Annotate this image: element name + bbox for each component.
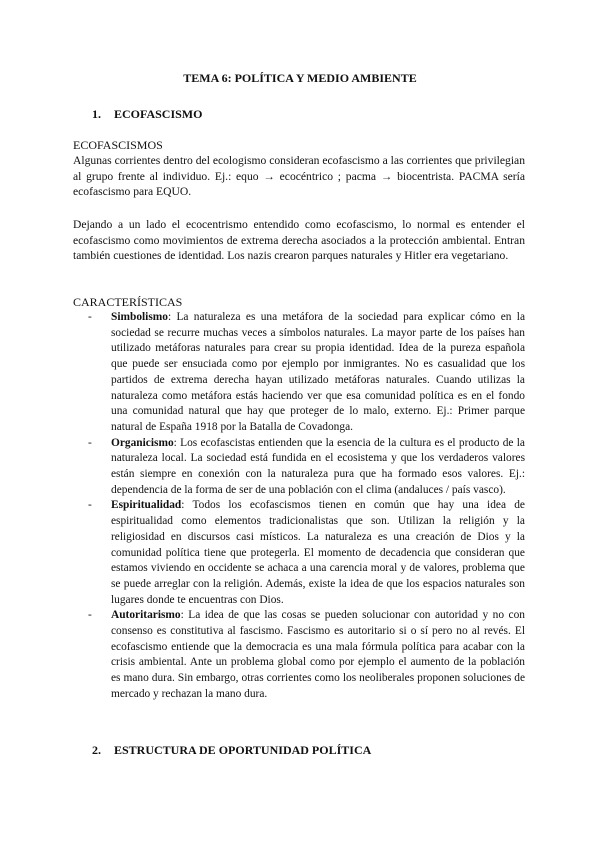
term-simbolismo: Simbolismo	[111, 311, 168, 323]
section-1-number: 1.	[92, 107, 101, 121]
section-2-title: ESTRUCTURA DE OPORTUNIDAD POLÍTICA	[114, 743, 372, 757]
section-1-heading	[92, 107, 202, 122]
term-autoritarismo: Autoritarismo	[111, 609, 181, 622]
text-autoritarismo: : La idea de que las cosas se pueden solucionar con autoridad y no con consenso es constitutiva al fascismo. Fascismo es autoritario si o sí pero no al revés. El ecofascismo entiende que la democracia es una mala fórmula política para acabar con la crisis ambiental. Ante un problema global como por ejemplo el aumento de la población es mano dura. Sin embargo, otras corrientes como los neoliberales proponen soluciones de mercado y rechazan la mano dura.	[111, 609, 525, 700]
paragraph-2: Dejando a un lado el ecocentrismo entendido como ecofascismo, lo normal es entender el ecofascismo como movimientos de extrema derecha asociados a la protección ambiental. Entran también cuestiones de identidad. Los nazis crearon parques naturales y Hitler era vegetariano.	[73, 218, 525, 263]
section-2-number: 2.	[92, 743, 101, 757]
list-item-simbolismo	[73, 310, 525, 436]
list-item-organicismo	[73, 436, 525, 499]
subheading-ecofascismos: ECOFASCISMOS	[73, 138, 163, 152]
term-espiritualidad: Espiritualidad	[111, 499, 182, 512]
list-item-autoritarismo	[73, 608, 525, 702]
text-simbolismo: : La naturaleza es una metáfora de la sociedad para explicar cómo en la sociedad se recurre muchas veces a símbolos naturales. La mayor parte de los países han utilizado metáforas naturales para crear su propia identidad. Idea de la pureza española que puede ser ensuciada como por ejemplo por inmigrantes. No es casualidad que los partidos de extrema derecha hayan utilizado metáforas naturales. Cuando utilizas la naturaleza como metáfora estás haciendo ver que esa comunidad política es en el fondo una comunidad natural que hay que proteger de lo malo, externo. Ej.: Primer parque natural de España 1918 por la Batalla de Covadonga.	[111, 311, 525, 433]
section-2-heading	[92, 743, 371, 758]
bullet-dash: -	[88, 499, 92, 512]
text-organicismo: : Los ecofascistas entienden que la esencia de la cultura es el producto de la naturaleza local. La sociedad está fundida en el ecosistema y que los verdaderos valores están siempre en conexión con la naturaleza pura que ha formado esos valores. Ej.: dependencia de la forma de ser de una población con el clima (andaluces / país vasco).	[111, 436, 525, 496]
text-espiritualidad: : Todos los ecofascismos tienen en común que hay una idea de espiritualidad como elementos tradicionalistas que son. Utilizan la religión y la religiosidad en discursos casi místicos. La naturaleza es una creación de Dios y la comunidad política tiene que protegerla. El momento de decadencia que consideran que estamos viviendo en occidente se achaca a una carencia moral y de valores, problema que se puede arreglar con la religión. Además, existe la idea de que los espacios naturales son lugares donde te encuentras con Dios.	[111, 499, 525, 606]
section-1-title: ECOFASCISMO	[114, 107, 203, 121]
paragraph-1: Algunas corrientes dentro del ecologismo consideran ecofascismo a las corrientes que privilegian al grupo frente al individuo. Ej.: equo → ecocéntrico ; pacma → biocentrista. PACMA sería ecofascismo para EQUO.	[73, 154, 525, 199]
subheading-caracteristicas: CARACTERÍSTICAS	[73, 295, 183, 309]
document-title: TEMA 6: POLÍTICA Y MEDIO AMBIENTE	[183, 71, 417, 85]
bullet-dash: -	[88, 436, 92, 449]
list-item-espiritualidad	[73, 498, 525, 608]
bullet-dash: -	[88, 311, 92, 323]
term-organicismo: Organicismo	[111, 436, 174, 449]
bullet-dash: -	[88, 609, 92, 622]
characteristics-list	[73, 310, 525, 703]
